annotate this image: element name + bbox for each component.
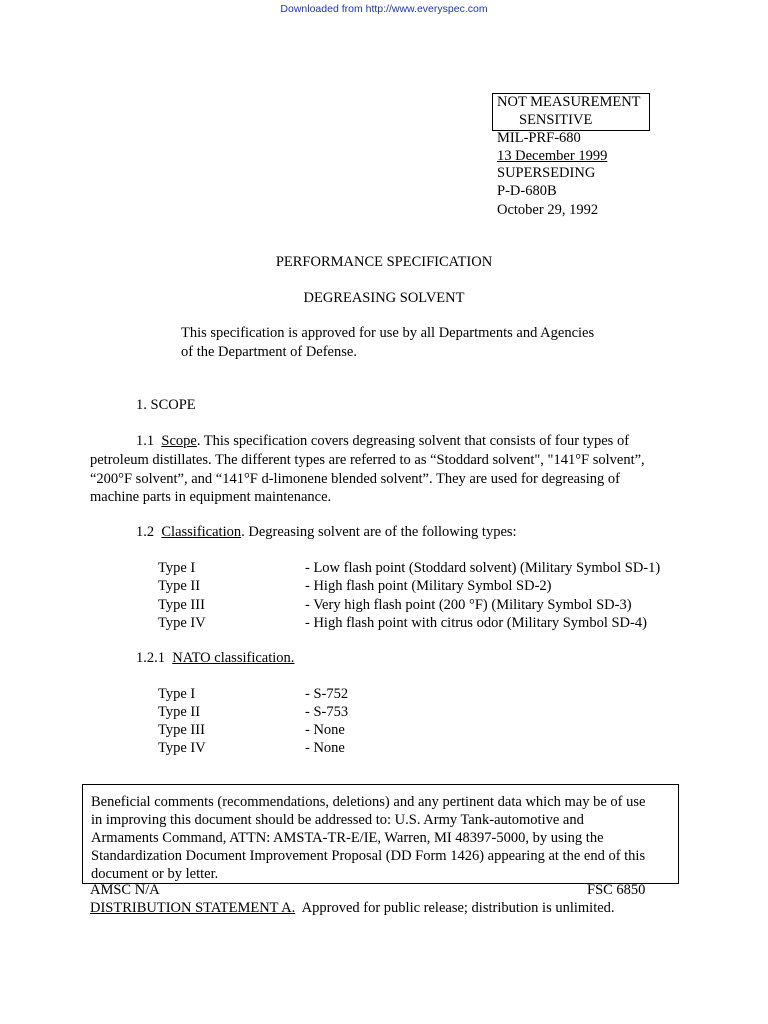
measurement-line-2: SENSITIVE (519, 112, 593, 128)
section-number: 1.2 (136, 524, 155, 540)
section-number: 1.2.1 (136, 650, 165, 666)
type-description: - High flash point with citrus odor (Military Symbol SD-4) (305, 615, 647, 631)
classification-text: . Degreasing solvent are of the following types: (241, 524, 517, 540)
document-id: MIL-PRF-680 (497, 130, 581, 146)
scope-line-4: machine parts in equipment maintenance. (90, 489, 332, 505)
distribution-text: Approved for public release; distribution is unlimited. (295, 900, 615, 916)
comments-box (82, 784, 679, 884)
scope-line-1 (136, 432, 629, 451)
nato-type-value: - None (305, 722, 345, 738)
approval-line-1: This specification is approved for use by all Departments and Agencies (181, 325, 595, 341)
document-title-line-2: DEGREASING SOLVENT (303, 290, 465, 306)
scope-text-1: . This specification covers degreasing solvent that consists of four types of (196, 433, 630, 449)
nato-classification-label: NATO classification. (172, 650, 295, 666)
measurement-line-1: NOT MEASUREMENT (497, 94, 641, 110)
superseding-label: SUPERSEDING (497, 165, 596, 181)
comments-line-1: Beneficial comments (recommendations, deletions) and any pertinent data which may be of use (91, 794, 646, 810)
fsc-label: FSC 6850 (587, 882, 646, 898)
comments-line-3: Armaments Command, ATTN: AMSTA-TR-E/IE, Warren, MI 48397-5000, by using the (91, 830, 604, 846)
type-label: Type I (158, 560, 196, 576)
scope-line-2: petroleum distillates. The different types are referred to as “Stoddard solvent", "141°F solvent”, (90, 452, 645, 468)
superseded-id: P-D-680B (497, 183, 557, 199)
nato-type-label: Type IV (158, 740, 206, 756)
distribution-statement (90, 900, 615, 917)
scope-label: Scope (161, 433, 197, 449)
classification-line (136, 524, 517, 541)
comments-line-5: document or by letter. (91, 866, 219, 882)
type-description: - Low flash point (Stoddard solvent) (Military Symbol SD-1) (305, 560, 661, 576)
type-description: - High flash point (Military Symbol SD-2) (305, 578, 552, 594)
type-label: Type IV (158, 615, 206, 631)
nato-classification-line (136, 650, 294, 667)
nato-type-value: - None (305, 740, 345, 756)
section-number: 1.1 (136, 433, 155, 449)
type-label: Type II (158, 578, 201, 594)
document-date: 13 December 1999 (497, 148, 608, 164)
nato-type-label: Type II (158, 704, 201, 720)
classification-label: Classification (161, 524, 242, 540)
distribution-label: DISTRIBUTION STATEMENT A. (90, 900, 296, 916)
amsc-label: AMSC N/A (90, 882, 160, 898)
document-title-line-1: PERFORMANCE SPECIFICATION (275, 254, 493, 270)
scope-heading: 1. SCOPE (136, 397, 196, 413)
type-label: Type III (158, 597, 205, 613)
scope-line-3: “200°F solvent”, and “141°F d-limonene blended solvent”. They are used for degreasing of (90, 471, 620, 487)
nato-type-value: - S-752 (305, 686, 349, 702)
type-description: - Very high flash point (200 °F) (Military Symbol SD-3) (305, 597, 632, 613)
nato-type-label: Type I (158, 686, 196, 702)
comments-line-4: Standardization Document Improvement Proposal (DD Form 1426) appearing at the end of this (91, 848, 646, 864)
nato-type-label: Type III (158, 722, 205, 738)
nato-type-value: - S-753 (305, 704, 349, 720)
superseded-date: October 29, 1992 (497, 202, 599, 218)
comments-line-2: in improving this document should be addressed to: U.S. Army Tank-automotive and (91, 812, 584, 828)
approval-line-2: of the Department of Defense. (181, 344, 357, 360)
download-source-link[interactable]: Downloaded from http://www.everyspec.com (280, 3, 488, 15)
